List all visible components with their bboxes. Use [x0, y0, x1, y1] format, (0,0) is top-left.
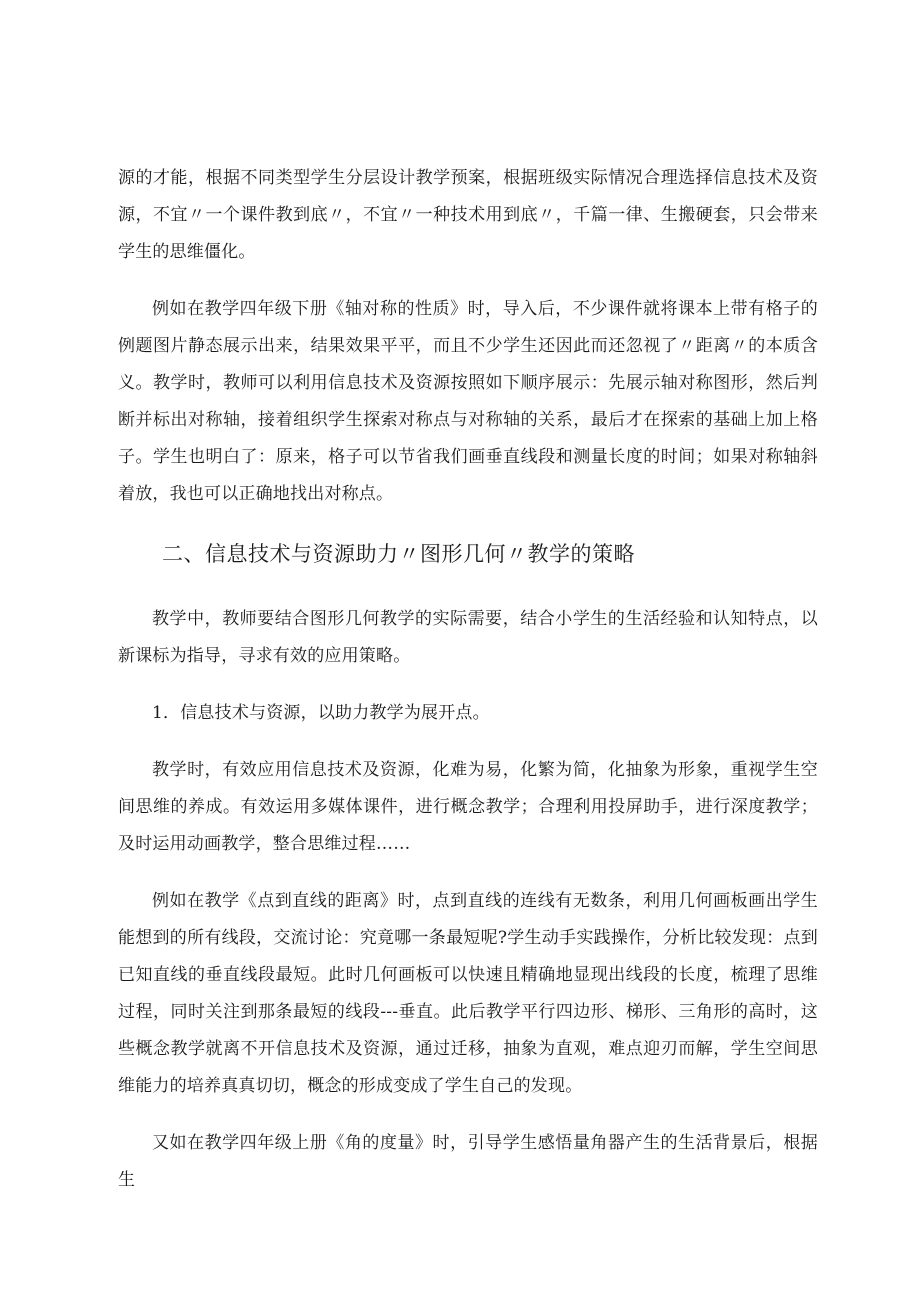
paragraph-6: 又如在教学四年级上册《角的度量》时，引导学生感悟量角器产生的生活背景后，根据生 — [118, 1133, 818, 1190]
numbered-point-1: 1．信息技术与资源，以助力教学为展开点。 — [152, 703, 490, 723]
paragraph-5: 例如在教学《点到直线的距离》时，点到直线的连线有无数条，利用几何画板画出学生能想到的所有线段，交流讨论：究竟哪一条最短呢?学生动手实践操作，分析比较发现：点到已知直线的垂直线段最短。此时几何画板可以快速且精确地显现出线段的长度，梳理了思维过程，同时关注到那条最短的线段---垂直。此后教学平行四边形、梯形、三角形的高时，这些概念教学就离不开信息技术及资源，通过迁移，抽象为直观，难点迎刃而解，学生空间思维能力的培养真真切切，概念的形成变成了学生自己的发现。 — [118, 891, 818, 1096]
paragraph-4: 教学时，有效应用信息技术及资源，化难为易，化繁为简，化抽象为形象，重视学生空间思维的养成。有效运用多媒体课件，进行概念教学；合理利用投屏助手，进行深度教学；及时运用动画教学，整合思维过程…… — [118, 760, 818, 854]
section-heading: 二、信息技术与资源助力〃图形几何〃教学的策略 — [162, 542, 635, 566]
paragraph-3: 教学中，教师要结合图形几何教学的实际需要，结合小学生的生活经验和认知特点，以新课标为指导，寻求有效的应用策略。 — [118, 609, 818, 666]
paragraph-1: 源的才能，根据不同类型学生分层设计教学预案，根据班级实际情况合理选择信息技术及资源，不宜〃一个课件教到底〃，不宜〃一种技术用到底〃，千篇一律、生搬硬套，只会带来学生的思维僵化。 — [118, 168, 818, 262]
paragraph-2: 例如在教学四年级下册《轴对称的性质》时，导入后，不少课件就将课本上带有格子的例题图片静态展示出来，结果效果平平，而且不少学生还因此而还忽视了〃距离〃的本质含义。教学时，教师可以利用信息技术及资源按照如下顺序展示：先展示轴对称图形，然后判断并标出对称轴，接着组织学生探索对称点与对称轴的关系，最后才在探索的基础上加上格子。学生也明白了：原来，格子可以节省我们画垂直线段和测量长度的时间；如果对称轴斜着放，我也可以正确地找出对称点。 — [118, 299, 818, 504]
